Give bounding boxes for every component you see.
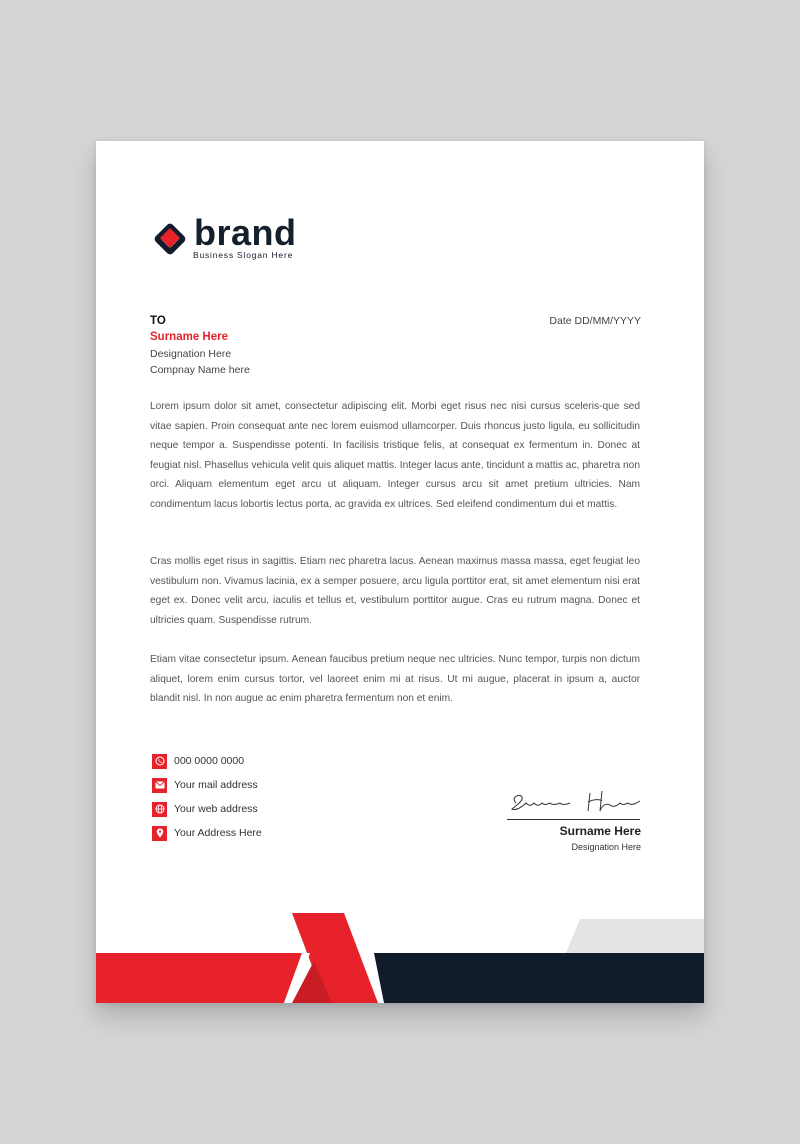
contact-text: Your mail address [174, 779, 258, 791]
handwritten-signature [506, 781, 642, 821]
signature-line [507, 819, 640, 820]
contact-web [152, 801, 258, 817]
contact-text: Your Address Here [174, 827, 262, 839]
signatory-name: Surname Here [559, 824, 641, 838]
footer-navy-band [374, 953, 704, 1003]
footer-decoration [96, 901, 704, 1003]
contact-text: 000 0000 0000 [174, 755, 245, 767]
contact-text: Your web address [174, 803, 258, 815]
globe-icon [152, 802, 167, 817]
letter-date: Date DD/MM/YYYY [549, 315, 641, 327]
body-paragraph-3: Etiam vitae consectetur ipsum. Aenean faucibus pretium neque nec ultricies. Nunc tempor, turpis non dictum aliquet, lorem enim cursus tortor, vel laoreet enim mi at risus. Ut mi augue, placerat in ipsum a, auctor blandit nisl. In non augue ac enim pharetra fermentum non et enim. [150, 654, 640, 704]
letterhead-page [96, 141, 704, 1003]
recipient-name: Surname Here [150, 331, 228, 343]
location-pin-icon [152, 826, 167, 841]
to-label: TO [150, 315, 166, 327]
footer-red-band [96, 953, 302, 1003]
mail-icon [152, 778, 167, 793]
footer-gray-shape [566, 919, 704, 953]
signatory-designation: Designation Here [571, 842, 641, 852]
brand-slogan: Business Slogan Here [193, 250, 294, 260]
contact-mail [152, 777, 258, 793]
body-paragraph-2: Cras mollis eget risus in sagittis. Etiam nec pharetra lacus. Aenean maximus massa massa, eget feugiat leo vestibulum non. Vivamus lacinia, ex a semper posuere, arcu ligula porttitor erat, sit amet elementum nisi erat eget ex. Donec velit arcu, iaculis et tellus et, vestibulum porttitor augue. Cras eu rutrum magna. Donec et ultricies quam. Suspendisse rutrum. [150, 556, 640, 626]
recipient-designation: Designation Here [150, 348, 232, 360]
brand-name: brand [194, 212, 297, 253]
contact-phone [152, 753, 244, 769]
recipient-company: Compnay Name here [150, 364, 250, 376]
phone-icon [152, 754, 167, 769]
diamond-logo-icon [150, 219, 190, 259]
contact-address [152, 825, 262, 841]
body-paragraph-1: Lorem ipsum dolor sit amet, consectetur adipiscing elit. Morbi eget risus nec nisi cursus sceleris-que sed vitae sapien. Proin consequat ante nec lorem euismod ullamcorper. Duis rhoncus justo ligula, eu sollicitudin neque tempor a. Suspendisse potenti. In facilisis tristique felis, at consequat ex fermentum in. Donec at feugiat nisl. Phasellus vehicula velit quis aliquet mattis. Integer lacus ante, tincidunt a mattis ac, pharetra non orci. Aliquam elementum eget arcu ut aliquam. Integer cursus arcu sit amet pretium ultricies. Nam condimentum lacus lobortis lectus porta, ac gravida ex ultrices. Sed eleifend condimentum dui et mattis. [150, 401, 640, 510]
